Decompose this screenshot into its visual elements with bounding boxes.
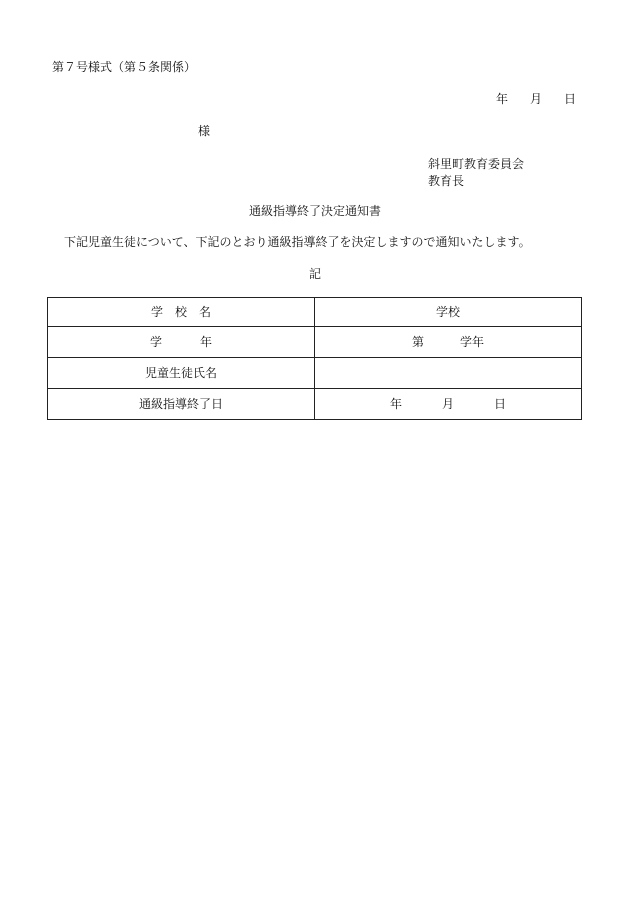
school-name-label: 学校名 — [48, 298, 315, 327]
end-date-label: 通級指導終了日 — [48, 389, 315, 420]
table-row — [48, 389, 582, 420]
date-month: 月 — [529, 92, 542, 106]
body-text: 下記児童生徒について、下記のとおり通級指導終了を決定しますので通知いたします。 — [64, 235, 531, 249]
issue-date — [496, 93, 576, 105]
table-row — [48, 327, 582, 358]
student-name-value — [315, 358, 582, 389]
grade-label: 学年 — [48, 327, 315, 358]
student-info-table — [47, 297, 582, 420]
student-name-label: 児童生徒氏名 — [48, 358, 315, 389]
date-year: 年 — [495, 92, 508, 106]
issuer-organization: 斜里町教育委員会 — [428, 157, 525, 171]
issuer-title: 教育長 — [428, 174, 465, 188]
table-row — [48, 358, 582, 389]
end-date-value: 年 月 日 — [315, 389, 582, 420]
document-title: 通級指導終了決定通知書 — [248, 204, 381, 218]
school-name-value: 学校 — [315, 298, 582, 327]
addressee-suffix: 様 — [198, 124, 211, 138]
form-number: 第７号様式（第５条関係） — [52, 60, 197, 74]
issuer-block — [428, 156, 524, 190]
ki-heading: 記 — [308, 267, 321, 281]
date-day: 日 — [563, 92, 576, 106]
table-row — [48, 298, 582, 327]
grade-value: 第 学年 — [315, 327, 582, 358]
